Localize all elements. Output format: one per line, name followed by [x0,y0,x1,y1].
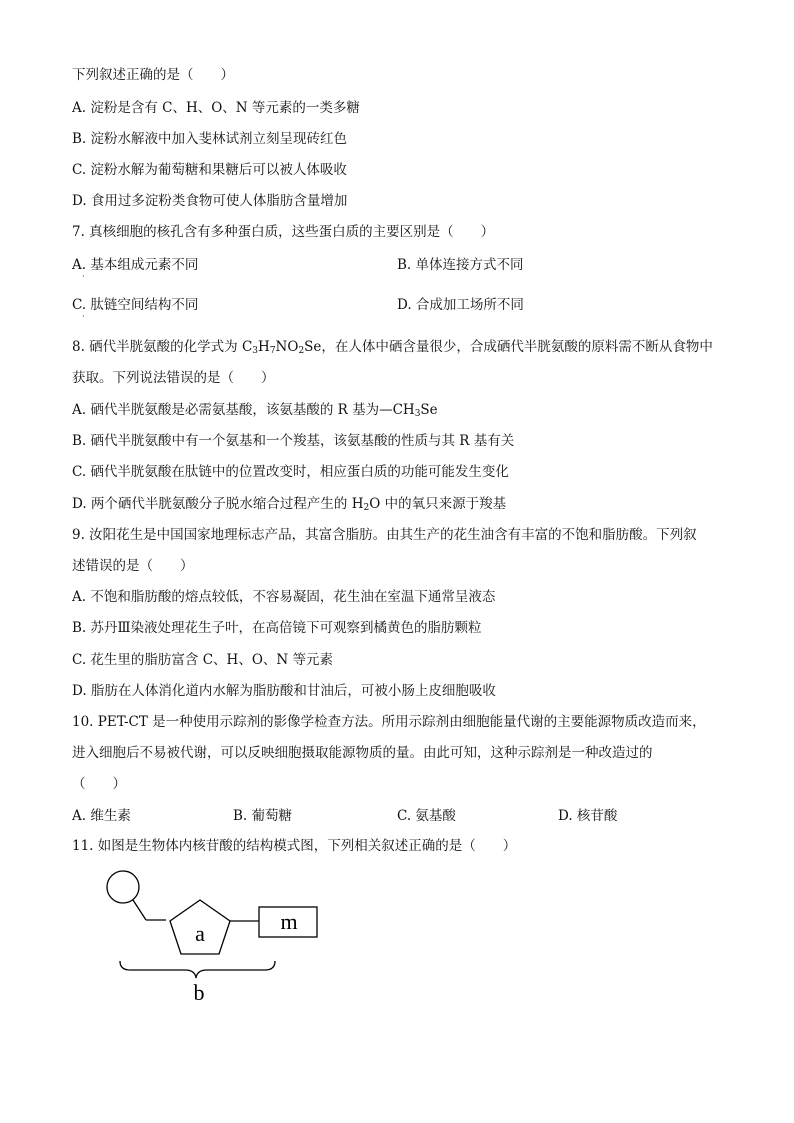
q6-option-c: C. 淀粉水解为葡萄糖和果糖后可以被人体吸收 [72,162,347,178]
q9-option-a: A. 不饱和脂肪酸的熔点较低，不容易凝固，花生油在室温下通常呈液态 [72,589,496,605]
q9-stem-line2: 述错误的是（ ） [72,558,194,574]
q8-option-c: C. 硒代半胱氨酸在肽链中的位置改变时，相应蛋白质的功能可能发生变化 [72,464,509,480]
q10-option-a: A. 维生素 [72,808,131,824]
q7-option-d: D. 合成加工场所不同 [397,297,524,313]
q10-option-c: C. 氨基酸 [397,808,456,824]
q9-stem-line1: 9. 汝阳花生是中国国家地理标志产品，其富含脂肪。由其生产的花生油含有丰富的不饱和脂肪酸。下列叙 [72,527,697,543]
q7-dot-mark: · [82,312,85,322]
q6-option-a: A. 淀粉是含有 C、H、O、N 等元素的一类多糖 [72,100,360,116]
brace [120,961,275,978]
label-a: a [195,921,205,946]
q9-option-b: B. 苏丹Ⅲ染液处理花生子叶，在高倍镜下可观察到橘黄色的脂肪颗粒 [72,620,482,636]
q7-dot-mark: · [82,272,85,282]
label-b: b [193,980,205,1005]
q6-option-d: D. 食用过多淀粉类食物可使人体脂肪含量增加 [72,193,348,209]
nucleotide-diagram [100,866,330,1006]
label-m: m [280,909,298,934]
q9-option-c: C. 花生里的脂肪富含 C、H、O、N 等元素 [72,652,333,668]
q8-option-a: A. 硒代半胱氨酸是必需氨基酸，该氨基酸的 R 基为$—CH_3Se$ [72,402,438,419]
q7-option-a: A. 基本组成元素不同 [72,257,199,273]
q8-option-d: D. 两个硒代半胱氨酸分子脱水缩合过程产生的 $H_2O$ 中的氧只来源于羧基 [72,496,507,513]
q8-stem-line2: 获取。下列说法错误的是（ ） [72,370,275,386]
q10-stem-line3: （ ） [72,776,126,792]
q10-option-b: B. 葡萄糖 [233,808,293,824]
connector-line [133,900,146,920]
phosphate-circle [107,871,139,903]
q8-option-b: B. 硒代半胱氨酸中有一个氨基和一个羧基，该氨基酸的性质与其 R 基有关 [72,433,515,449]
q9-option-d: D. 脂肪在人体消化道内水解为脂肪酸和甘油后，可被小肠上皮细胞吸收 [72,683,496,699]
q10-stem-line1: 10. PET-CT 是一种使用示踪剂的影像学检查方法。所用示踪剂由细胞能量代谢的主要能源物质改造而来， [72,714,706,730]
q7-option-c: C. 肽链空间结构不同 [72,297,199,313]
q10-option-d: D. 核苷酸 [558,808,618,824]
q8-stem-line1: 8. 硒代半胱氨酸的化学式为 $C_3H_7NO_2Se$，在人体中硒含量很少，合成硒代半胱氨酸的原料需不断从食物中 [72,339,713,356]
q7-option-b: B. 单体连接方式不同 [397,257,524,273]
q6-option-b: B. 淀粉水解液中加入斐林试剂立刻呈现砖红色 [72,131,348,147]
q7-stem: 7. 真核细胞的核孔含有多种蛋白质，这些蛋白质的主要区别是（ ） [72,224,495,240]
q10-stem-line2: 进入细胞后不易被代谢，可以反映细胞摄取能源物质的量。由此可知，这种示踪剂是一种改造过的 [72,745,653,761]
q6-stem: 下列叙述正确的是（ ） [72,67,234,83]
q11-stem: 11. 如图是生物体内核苷酸的结构模式图，下列相关叙述正确的是（ ） [72,838,517,854]
